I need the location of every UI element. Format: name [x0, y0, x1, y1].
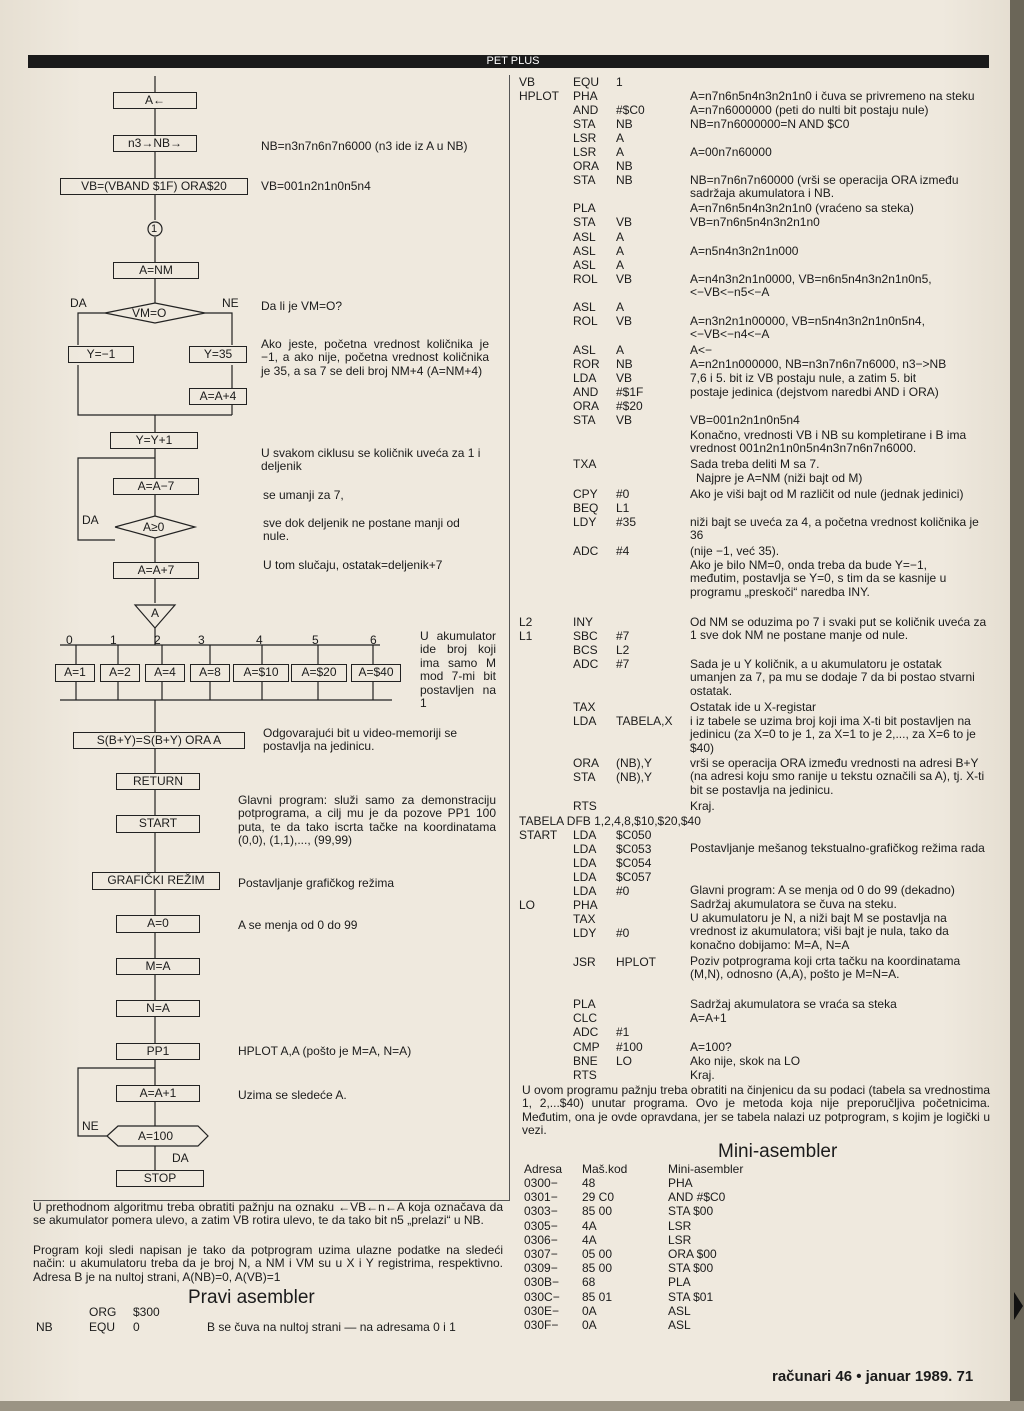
asm-note-main: Glavni program: A se menja od 0 do 99 (dekadno) — [690, 883, 955, 897]
nb-comment: B se čuva na nultoj strani — na adresama 0 i 1 — [207, 1320, 456, 1334]
asm-operand: L2 — [616, 643, 630, 657]
header-title: PET PLUS — [478, 55, 548, 68]
asm-opcode: TAX — [573, 912, 596, 926]
flow-box-n-a: N=A — [116, 1000, 200, 1017]
asm-operand: #4 — [616, 544, 630, 558]
asm-comment: VB=001n2n1n0n5n4 — [690, 413, 800, 427]
asm-comment: NB=n7n6000000=N AND $C0 — [690, 117, 850, 131]
asm-operand: VB — [616, 314, 633, 328]
asm-operand: #100 — [616, 1040, 643, 1054]
asm-opcode: BNE — [573, 1054, 598, 1068]
asm-operand: #7 — [616, 657, 630, 671]
paragraph-table-note: U ovom programu pažnju treba obratiti na činjenicu da su podaci (tabela sa vrednostima 1, 2,...$40) unutar programa. Ovo je metoda koja nije preporučljiva početnicima. Međutim, ona je ovde opravdana, jer se tabela nalazi uz potprogram, s kojim je logički u vezi. — [522, 1083, 990, 1138]
asm-opcode: PLA — [573, 201, 596, 215]
asm-comment: A=n7n6000000 (peti do nulti bit postaju nule) — [690, 103, 929, 117]
flow-decision-a-ge0: A≥0 — [143, 520, 165, 534]
asm-opcode: LDY — [573, 926, 597, 940]
heading-pravi-asembler: Pravi asembler — [188, 1287, 315, 1308]
switch-index-6: 6 — [370, 633, 377, 647]
switch-index-2: 2 — [154, 633, 161, 647]
flow-box-return: RETURN — [116, 773, 200, 790]
flow-box-a-minus7: A=A−7 — [113, 478, 199, 495]
switch-box-0: A=1 — [55, 664, 95, 682]
asm-operand: $C050 — [616, 828, 652, 842]
asm-opcode: RTS — [573, 799, 597, 813]
mini-table-header: Adresa — [524, 1162, 563, 1176]
asm-operand: A — [616, 131, 625, 145]
note-vm-question: Da li je VM=O? — [261, 299, 343, 313]
asm-operand: #7 — [616, 629, 630, 643]
asm-opcode: ROL — [573, 314, 598, 328]
asm-operand: NB — [616, 173, 633, 187]
note-cycle: U svakom ciklusu se količnik uveća za 1 i deljenik — [261, 446, 481, 474]
asm-operand: $C054 — [616, 856, 652, 870]
asm-operand: #1 — [616, 1025, 630, 1039]
mini-table-cell: 0309− — [524, 1261, 558, 1276]
note-next-a: Uzima se sledeće A. — [238, 1088, 347, 1102]
mini-table-cell: 030C− — [524, 1289, 560, 1304]
heading-mini-asembler: Mini-asembler — [718, 1141, 838, 1162]
flow-box-a-plus1: A=A+1 — [116, 1085, 200, 1102]
asm-opcode: LDA — [573, 828, 597, 842]
asm-operand: NB — [616, 357, 633, 371]
asm-note-subtract: Od NM se oduzima po 7 i svaki put se količnik uveća za 1 sve dok NM ne postane manje od nule. — [690, 615, 987, 643]
switch-box-6: A=$40 — [351, 664, 401, 682]
asm-opcode: ASL — [573, 343, 596, 357]
asm-opcode: LSR — [573, 131, 597, 145]
flow-box-graficki: GRAFIČKI REŽIM — [92, 872, 220, 890]
mini-table-cell: 85 00 — [582, 1204, 613, 1219]
paragraph-vb-note: U prethodnom algoritmu treba obratiti pažnju na oznaku ←VB←n←A koja označava da se akumulator pomera ulevo, a zatim VB rotira ulevo, te da tako bit n5 „prelazi“ u NB. — [33, 1200, 503, 1228]
mini-table-cell: 05 00 — [582, 1247, 613, 1261]
asm-operand: $C057 — [616, 870, 652, 884]
asm-label: L1 — [519, 629, 533, 643]
note-nb: NB=n3n7n6n7n6000 (n3 ide iz A u NB) — [261, 139, 468, 153]
asm-opcode: ADC — [573, 544, 599, 558]
asm-opcode: TAX — [573, 700, 596, 714]
asm-opcode: PLA — [573, 997, 596, 1011]
mini-table-cell: STA $01 — [668, 1289, 714, 1304]
asm-opcode: CLC — [573, 1011, 598, 1025]
asm-opcode: EQU — [573, 75, 600, 89]
asm-operand: L1 — [616, 501, 630, 515]
switch-box-5: A=$20 — [291, 664, 347, 682]
asm-opcode: CPY — [573, 487, 598, 501]
paragraph-program-desc: Program koji sledi napisan je tako da potprogram uzima ulazne podatke na sledeći način: u akumulatoru treba da je broj N, a NM i VM su u X i Y registrima, respektivno. Adresa B je na nultoj strani, A(NB)=0, A(VB)=1 — [33, 1243, 503, 1284]
flow-box-start: START — [116, 815, 200, 833]
asm-opcode: ORA — [573, 159, 600, 173]
asm-note-final: Konačno, vrednosti VB i NB su kompletirane i B ima vrednost 001n2n1n0n5n4n3n7n6n7n6000. — [690, 428, 967, 456]
note-remainder: U tom slučaju, ostatak=deljenik+7 — [263, 558, 443, 572]
asm-opcode: CMP — [573, 1040, 600, 1054]
switch-box-1: A=2 — [100, 664, 140, 682]
asm-operand: A — [616, 145, 625, 159]
asm-opcode: AND — [573, 385, 599, 399]
asm-comment: A=00n7n60000 — [690, 145, 772, 159]
note-until-negative: sve dok deljenik ne postane manji od nule. — [263, 516, 460, 544]
asm-note-highbyte: Ako je viši bajt od M različit od nule (jednak jedinici) — [690, 487, 964, 501]
mini-table-header: Maš.kod — [582, 1162, 628, 1176]
asm-operand: NB — [616, 159, 633, 173]
asm-note-quotient: Sada je u Y količnik, a u akumulatoru je ostatak umanjen za 7, pa mu se dodaje 7 da bi postao stvarni ostatak. — [690, 657, 975, 698]
asm-note-mn: U akumulatoru je N, a niži bajt M se postavlja na vrednost iz akumulatora; viši bajt je nula, tako da konačno dobijamo: M=A, N=A — [690, 911, 949, 952]
nb-equ: EQU — [89, 1320, 116, 1334]
asm-comment: postaje jedinica (dejstvom naredbi AND i ORA) — [690, 385, 939, 399]
flow-box-a-plus4: A=A+4 — [189, 388, 247, 405]
mini-table-cell: 0301− — [524, 1190, 558, 1205]
asm-opcode: LDA — [573, 714, 597, 728]
asm-opcode: BEQ — [573, 501, 599, 515]
asm-comment: A=n4n3n2n1n0000, VB=n6n5n4n3n2n1n0n5,<−VB<−n5<−A — [690, 272, 932, 300]
note-video-memory: Odgovarajući bit u video-memoriji se postavlja na jedinicu. — [263, 726, 458, 754]
mini-table-cell: 85 01 — [582, 1289, 613, 1304]
mini-table-cell: 4A — [582, 1232, 597, 1247]
asm-operand: VB — [616, 272, 633, 286]
asm-note-nm-zero: Ako je bilo NM=0, onda treba da bude Y=−1, međutim, postavlja se Y=0, s tim da se kasnije u programu „preskoči“ naredba INY. — [690, 558, 947, 599]
mini-table-cell: LSR — [668, 1232, 692, 1247]
switch-index-5: 5 — [312, 633, 319, 647]
flow-ne-label-2: NE — [82, 1119, 99, 1133]
asm-opcode: LDA — [573, 371, 597, 385]
asm-operand: A — [616, 258, 625, 272]
asm-note-end: Kraj. — [690, 799, 715, 813]
asm-note-call: Poziv potprograma koji crta tačku na koordinatama (M,N), odnosno (A,A), pošto je M=N=A. — [690, 954, 961, 982]
asm-operand: VB — [616, 413, 633, 427]
mini-table-cell: 0A — [582, 1303, 597, 1318]
asm-comment: A=n7n6n5n4n3n2n1n0 i čuva se privremeno na steku — [690, 89, 975, 103]
asm-operand: A — [616, 230, 625, 244]
mini-table-cell: 48 — [582, 1176, 596, 1190]
mini-table-cell: ASL — [668, 1318, 691, 1332]
mini-table-cell: ASL — [668, 1303, 691, 1318]
asm-label: HPLOT — [519, 89, 560, 103]
asm-note-kraj: Kraj. — [690, 1068, 715, 1082]
asm-note-inc: A=A+1 — [690, 1011, 727, 1025]
asm-opcode: ORA — [573, 756, 600, 770]
asm-comment: A=n3n2n1n00000, VB=n5n4n3n2n1n0n5n4, <−VB<−n4<−A — [690, 314, 925, 342]
asm-label: START — [519, 828, 558, 842]
asm-note-cmp: A=100? — [690, 1040, 732, 1054]
asm-opcode: LDY — [573, 515, 597, 529]
flow-triangle-label: A — [151, 606, 160, 620]
switch-index-3: 3 — [198, 633, 205, 647]
mini-table-cell: STA $00 — [668, 1204, 714, 1219]
mini-table-cell: 0307− — [524, 1247, 558, 1261]
switch-box-3: A=8 — [190, 664, 230, 682]
switch-index-0: 0 — [66, 633, 73, 647]
mini-table-cell: 0303− — [524, 1204, 558, 1219]
asm-opcode: LSR — [573, 145, 597, 159]
asm-operand: #35 — [616, 515, 637, 529]
asm-opcode: LDA — [573, 870, 597, 884]
flow-box-y35: Y=35 — [189, 346, 247, 363]
mini-table-cell: 0300− — [524, 1176, 558, 1190]
asm-comment: NB=n7n6n7n60000 (vrši se operacija ORA između sadržaja akumulatora i NB. — [690, 173, 959, 201]
asm-operand: #$1F — [616, 385, 644, 399]
mini-table-cell: PHA — [668, 1176, 693, 1190]
asm-opcode: STA — [573, 413, 596, 427]
switch-index-4: 4 — [256, 633, 263, 647]
note-main-program: Glavni program: služi samo za demonstraciju potprograma, a cilj mu je da pozove PP1 100 puta, te da tako iscrta tačke na koordinatama (0,0), (1,1),..., (99,99) — [238, 793, 496, 848]
asm-label: VB — [519, 75, 536, 89]
asm-opcode: ROL — [573, 272, 598, 286]
switch-index-1: 1 — [110, 633, 117, 647]
switch-box-2: A=4 — [145, 664, 185, 682]
asm-comment: A<− — [690, 343, 713, 357]
asm-note-not-minus1: (nije −1, već 35). — [690, 544, 780, 558]
flow-box-sby: S(B+Y)=S(B+Y) ORA A — [73, 732, 245, 749]
asm-opcode: ASL — [573, 258, 596, 272]
nb-label: NB — [36, 1320, 53, 1334]
asm-opcode: ASL — [573, 244, 596, 258]
asm-operand: 1 — [616, 75, 623, 89]
mini-table-cell: 0305− — [524, 1218, 558, 1233]
asm-opcode: RTS — [573, 1068, 597, 1082]
org-directive: ORG — [89, 1305, 117, 1319]
asm-note-lowbyte: niži bajt se uveća za 4, a početna vrednost količnika je 36 — [690, 515, 979, 543]
asm-comment: A=n7n6n5n4n3n2n1n0 (vraćeno sa steka) — [690, 201, 914, 215]
asm-operand: HPLOT — [616, 955, 657, 969]
note-vb: VB=001n2n1n0n5n4 — [261, 179, 371, 193]
asm-opcode: STA — [573, 173, 596, 187]
mini-table-cell: 85 00 — [582, 1261, 613, 1276]
asm-operand: (NB),Y — [616, 756, 652, 770]
org-value: $300 — [133, 1305, 160, 1319]
asm-operand: A — [616, 244, 625, 258]
mini-table-cell: 29 C0 — [582, 1190, 615, 1205]
note-graphics-mode: Postavljanje grafičkog režima — [238, 876, 395, 890]
asm-opcode: ADC — [573, 657, 599, 671]
asm-operand: #0 — [616, 926, 630, 940]
flow-box-a-shift: A← — [113, 92, 197, 109]
asm-operand: #$20 — [616, 399, 643, 413]
asm-operand: $C053 — [616, 842, 652, 856]
asm-opcode: STA — [573, 770, 596, 784]
asm-opcode: INY — [573, 615, 594, 629]
mini-table-cell: LSR — [668, 1218, 692, 1233]
asm-note-divide: Sada treba deliti M sa 7. — [690, 457, 820, 471]
mini-table-cell: AND #$C0 — [668, 1190, 726, 1205]
mini-table-cell: 030E− — [524, 1303, 560, 1318]
asm-opcode: STA — [573, 117, 596, 131]
note-initial-quotient: Ako jeste, početna vrednost količnika je −1, a ako nije, početna vrednost količnika je 35, a sa 7 se deli broj NM+4 (A=NM+4) — [261, 337, 489, 378]
mini-table-cell: STA $00 — [668, 1261, 714, 1276]
asm-label: LO — [519, 898, 536, 912]
flow-box-n3-nb: n3→NB→ — [113, 135, 197, 152]
tabela-line: TABELA DFB 1,2,4,8,$10,$20,$40 — [519, 814, 701, 828]
asm-opcode: JSR — [573, 955, 596, 969]
asm-comment: VB=n7n6n5n4n3n2n1n0 — [690, 215, 820, 229]
flow-connector-label: 1 — [151, 223, 158, 235]
asm-opcode: ASL — [573, 300, 596, 314]
mini-table-cell: PLA — [668, 1275, 691, 1290]
asm-opcode: ASL — [573, 230, 596, 244]
flow-box-pp1: PP1 — [116, 1043, 200, 1060]
flow-box-a0: A=0 — [116, 915, 200, 933]
flow-ne-label: NE — [222, 296, 239, 310]
asm-note-push: Sadržaj akumulatora se čuva na steku. — [690, 897, 897, 911]
asm-label: L2 — [519, 615, 533, 629]
asm-note-pull: Sadržaj akumulatora se vraća sa steka — [690, 997, 897, 1011]
mini-table-cell: 4A — [582, 1218, 597, 1233]
note-accumulator: U akumulator ide broj koji ima samo M mod 7-mi bit postavljen na 1 — [420, 629, 496, 711]
asm-opcode: SBC — [573, 629, 598, 643]
flow-box-a-plus7: A=A+7 — [113, 562, 199, 579]
asm-operand: A — [616, 300, 625, 314]
mini-table-header: Mini-asembler — [668, 1162, 744, 1176]
asm-opcode: LDA — [573, 884, 597, 898]
asm-opcode: ORA — [573, 399, 600, 413]
asm-comment: A=n2n1n000000, NB=n3n7n6n7n6000, n3−>NB — [690, 357, 947, 371]
asm-note-nm: Najpre je A=NM (niži bajt od M) — [696, 471, 863, 485]
switch-box-4: A=$10 — [233, 664, 289, 682]
next-page-arrow-icon — [1014, 1292, 1023, 1320]
asm-opcode: BCS — [573, 643, 598, 657]
asm-opcode: AND — [573, 103, 599, 117]
asm-opcode: ADC — [573, 1025, 599, 1039]
asm-operand: NB — [616, 117, 633, 131]
flow-box-a-nm: A=NM — [113, 262, 199, 279]
asm-operand: TABELA,X — [616, 714, 673, 728]
asm-operand: LO — [616, 1054, 633, 1068]
flow-da-label-3: DA — [172, 1151, 189, 1165]
mini-table-cell: 0A — [582, 1318, 597, 1332]
asm-note-bne: Ako nije, skok na LO — [690, 1054, 801, 1068]
asm-opcode: TXA — [573, 457, 597, 471]
flow-decision-a100: A=100 — [138, 1129, 174, 1143]
flow-da-label-2: DA — [82, 513, 99, 527]
nb-value: 0 — [133, 1320, 140, 1334]
flow-box-m-a: M=A — [116, 958, 200, 975]
mini-table-cell: 030F− — [524, 1318, 559, 1332]
flow-da-label: DA — [70, 296, 87, 310]
asm-operand: #0 — [616, 487, 630, 501]
mini-table-cell: 0306− — [524, 1232, 558, 1247]
asm-opcode: ROR — [573, 357, 600, 371]
asm-operand: VB — [616, 371, 633, 385]
asm-operand: A — [616, 343, 625, 357]
asm-opcode: STA — [573, 215, 596, 229]
flow-decision-vm: VM=O — [132, 306, 167, 320]
asm-opcode: LDA — [573, 856, 597, 870]
mini-table-cell: 030B− — [524, 1275, 560, 1290]
asm-operand: (NB),Y — [616, 770, 652, 784]
asm-opcode: PHA — [573, 89, 598, 103]
asm-operand: #$C0 — [616, 103, 645, 117]
page-footer: računari 46 • januar 1989. 71 — [772, 1368, 974, 1385]
mini-table-cell: ORA $00 — [668, 1247, 717, 1261]
asm-operand: #0 — [616, 884, 630, 898]
note-hplot: HPLOT A,A (pošto je M=A, N=A) — [238, 1044, 412, 1058]
mini-table-cell: 68 — [582, 1275, 596, 1290]
asm-opcode: LDA — [573, 842, 597, 856]
flow-box-stop: STOP — [116, 1170, 204, 1187]
asm-operand: VB — [616, 215, 633, 229]
flow-box-y-minus1: Y=−1 — [68, 346, 134, 363]
note-a-range: A se menja od 0 do 99 — [238, 918, 358, 932]
asm-comment: A=n5n4n3n2n1n000 — [690, 244, 799, 258]
asm-comment: 7,6 i 5. bit iz VB postaju nule, a zatim 5. bit — [690, 371, 917, 385]
asm-opcode: PHA — [573, 898, 598, 912]
asm-note-ora: vrši se operacija ORA između vrednosti na adresi B+Y (na adresi koju smo ranije u tekstu označili sa A), tj. X-ti bit se postavlja na jedinicu. — [690, 756, 985, 797]
flow-box-y-plus1: Y=Y+1 — [110, 432, 198, 449]
flow-box-vb: VB=(VBAND $1F) ORA$20 — [60, 178, 248, 195]
asm-note-x-register: Ostatak ide u X-registar — [690, 700, 817, 714]
note-decrement: se umanji za 7, — [263, 488, 344, 502]
asm-note-table: i iz tabele se uzima broj koji ima X-ti bit postavljen na jedinicu (za X=0 to je 1, za X=1 to je 2,..., za X=6 to je $40) — [690, 714, 976, 755]
asm-note-mixed-mode: Postavljanje mešanog tekstualno-grafičkog režima rada — [690, 841, 985, 855]
